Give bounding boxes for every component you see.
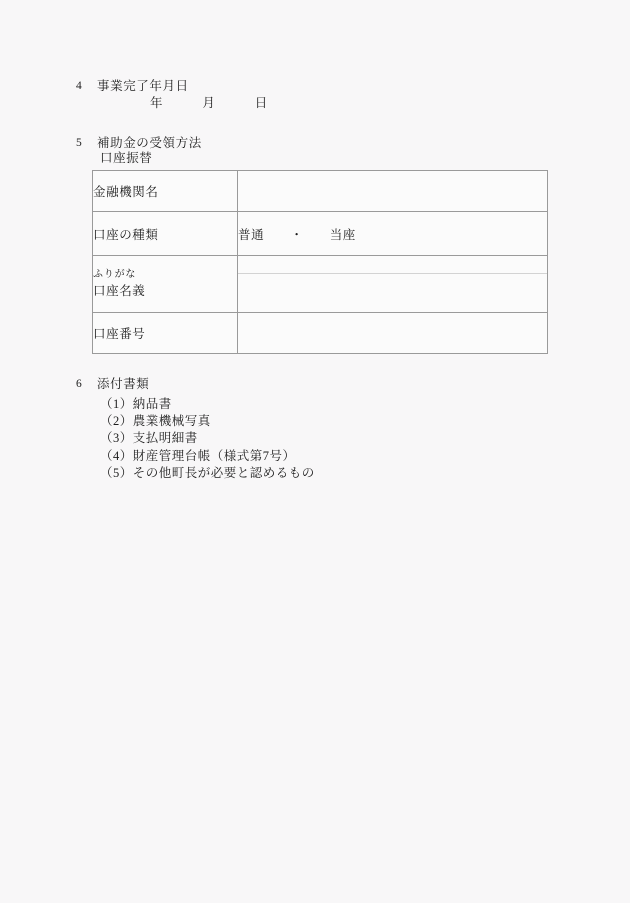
completion-date-line: 年 月 日 — [150, 96, 268, 110]
section-number-4: 4 — [76, 80, 82, 92]
list-item: （5）その他町長が必要と認めるもの — [100, 465, 315, 480]
field-account-holder-furigana[interactable] — [238, 256, 547, 274]
label-account-holder-main: 口座名義 — [93, 284, 146, 299]
section-number-5: 5 — [76, 137, 82, 149]
section-heading-4 — [76, 78, 189, 95]
attachment-list — [100, 396, 315, 482]
table-row-account-holder — [93, 256, 548, 313]
field-account-type[interactable]: 普通 ・ 当座 — [238, 212, 548, 256]
field-bank-name[interactable] — [238, 171, 548, 212]
section-title-4: 事業完了年月日 — [97, 79, 189, 93]
section-title-5: 補助金の受領方法 — [97, 136, 202, 150]
table-row-account-type — [93, 212, 548, 256]
label-account-holder — [93, 256, 238, 313]
field-account-holder-name[interactable] — [238, 274, 547, 312]
section-number-6: 6 — [76, 378, 82, 390]
label-account-number: 口座番号 — [93, 313, 238, 354]
section-title-6: 添付書類 — [97, 377, 150, 391]
list-item: （3）支払明細書 — [100, 431, 198, 446]
list-item: （4）財産管理台帳（様式第7号） — [100, 448, 296, 463]
field-account-holder[interactable] — [238, 256, 548, 313]
table-row-account-number — [93, 313, 548, 354]
table-row-bank-name — [93, 171, 548, 212]
label-account-type: 口座の種類 — [93, 212, 238, 256]
section-heading-6 — [76, 376, 149, 393]
field-account-number[interactable] — [238, 313, 548, 354]
list-item: （2）農業機械写真 — [100, 414, 211, 429]
label-account-holder-furigana: ふりがな — [93, 268, 137, 280]
account-holder-split — [238, 256, 547, 312]
label-bank-name: 金融機関名 — [93, 171, 238, 212]
payment-method-sub-label: 口座振替 — [100, 151, 153, 165]
bank-account-table — [92, 170, 548, 354]
list-item: （1）納品書 — [100, 397, 172, 411]
